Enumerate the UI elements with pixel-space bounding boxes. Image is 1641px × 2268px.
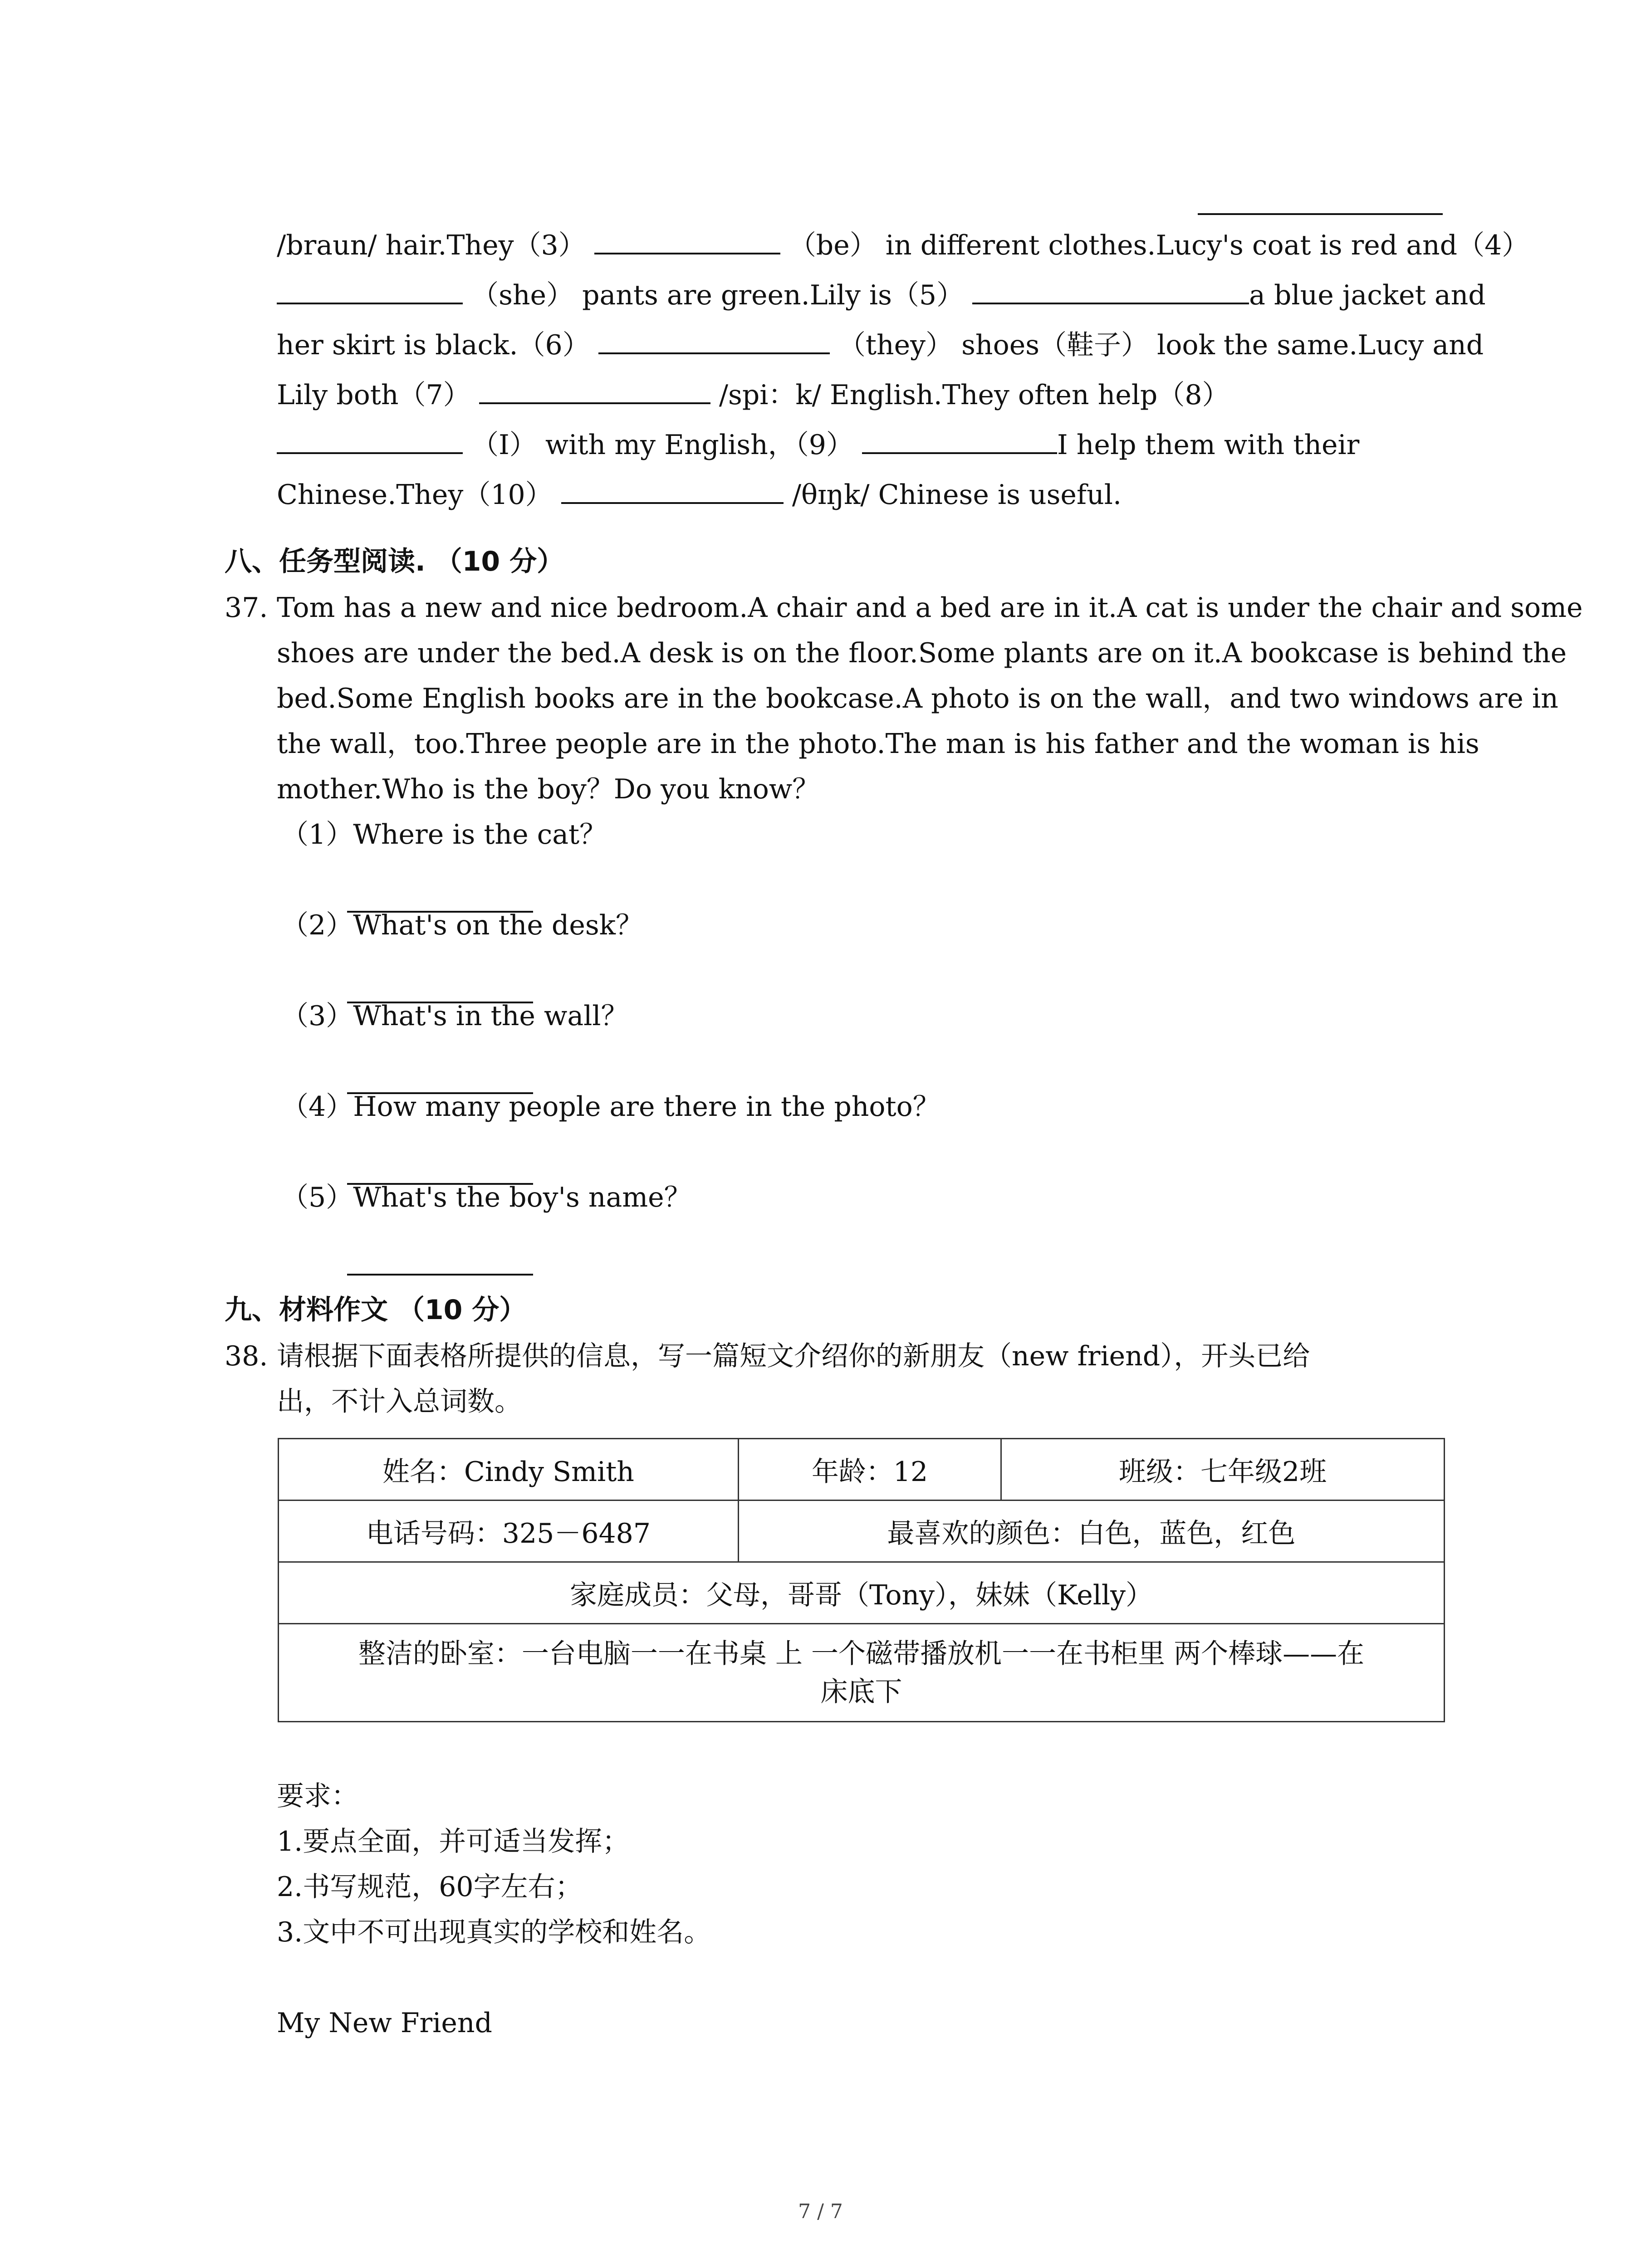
class-cell: 班级：七年级2班 — [1001, 1439, 1445, 1501]
cloze-line-6: Chinese.They（10） /θɪŋk/ Chinese is useful. — [277, 474, 1122, 513]
sub-question-1: （1）Where is the cat？ — [281, 819, 607, 850]
cloze-line-5: （I） with my English，（9） I help them with their — [277, 424, 1359, 463]
colors-cell: 最喜欢的颜色：白色，蓝色，红色 — [738, 1501, 1444, 1562]
phone-cell: 电话号码：325－6487 — [279, 1501, 739, 1562]
sub-question-2: （2）What's on the desk？ — [281, 909, 643, 941]
requirement-item: 2.书写规范，60字左右； — [277, 1871, 583, 1903]
sub-question-3: （3）What's in the wall？ — [281, 1000, 628, 1032]
answer-blank-6[interactable] — [598, 324, 830, 354]
name-cell: 姓名：Cindy Smith — [279, 1439, 739, 1501]
bedroom-cell — [279, 1624, 1445, 1722]
passage-line: the wall，too.Three people are in the photo.The man is his father and the woman is his — [277, 728, 1479, 760]
passage-line: mother.Who is the boy？Do you know？ — [277, 773, 820, 805]
answer-blank-10[interactable] — [561, 474, 784, 504]
section-8-title: 八、任务型阅读. （10 分） — [225, 546, 564, 577]
page-number: 7 / 7 — [798, 2200, 843, 2223]
passage-line: shoes are under the bed.A desk is on the floor.Some plants are on it.A bookcase is behind the — [277, 637, 1567, 669]
answer-blank-3[interactable] — [594, 225, 780, 254]
family-cell: 家庭成员：父母，哥哥（Tony），妹妹（Kelly） — [279, 1562, 1445, 1624]
bedroom-line: 整洁的卧室：一台电脑一一在书桌 上 一个磁带播放机一一在书柜里 两个棒球——在 — [358, 1637, 1365, 1670]
answer-blank-7[interactable] — [479, 374, 710, 404]
essay-title: My New Friend — [277, 2007, 492, 2039]
passage-line: bed.Some English books are in the bookcase.A photo is on the wall，and two windows are in — [277, 683, 1558, 714]
requirement-item: 1.要点全面，并可适当发挥； — [277, 1826, 630, 1857]
bedroom-line: 床底下 — [820, 1676, 902, 1708]
answer-blank[interactable] — [1198, 213, 1443, 215]
sub-question-5: （5）What's the boy's name？ — [281, 1182, 691, 1213]
cloze-line-3: her skirt is black.（6） （they） shoes（鞋子） look the same.Lucy and — [277, 324, 1484, 363]
section-9-title: 九、材料作文 （10 分） — [225, 1294, 527, 1326]
info-table — [278, 1438, 1445, 1722]
answer-blank-5[interactable] — [972, 274, 1249, 304]
question-37-number: 37. — [225, 592, 268, 624]
question-38-number: 38. — [225, 1340, 268, 1372]
requirements-title: 要求： — [277, 1780, 358, 1812]
answer-blank-9[interactable] — [862, 424, 1057, 454]
sub-question-4: （4）How many people are there in the photo？ — [281, 1091, 940, 1123]
cloze-line-2: （she） pants are green.Lily is（5） a blue jacket and — [277, 274, 1486, 313]
answer-line-5[interactable] — [347, 1274, 533, 1276]
cloze-line-4: Lily both（7） /spi：k/ English.They often help（8） — [277, 374, 1230, 413]
prompt-line: 请根据下面表格所提供的信息，写一篇短文介绍你的新朋友（new friend），开头已给 — [277, 1340, 1310, 1372]
age-cell: 年龄：12 — [738, 1439, 1001, 1501]
answer-blank-4[interactable] — [277, 274, 463, 304]
answer-blank-8[interactable] — [277, 424, 463, 454]
cloze-line-1: /braun/ hair.They（3） （be） in different clothes.Lucy's coat is red and（4） — [277, 225, 1529, 264]
requirement-item: 3.文中不可出现真实的学校和姓名。 — [277, 1916, 711, 1948]
prompt-line: 出，不计入总词数。 — [277, 1386, 522, 1418]
passage-line: Tom has a new and nice bedroom.A chair and a bed are in it.A cat is under the chair and some — [277, 592, 1583, 624]
